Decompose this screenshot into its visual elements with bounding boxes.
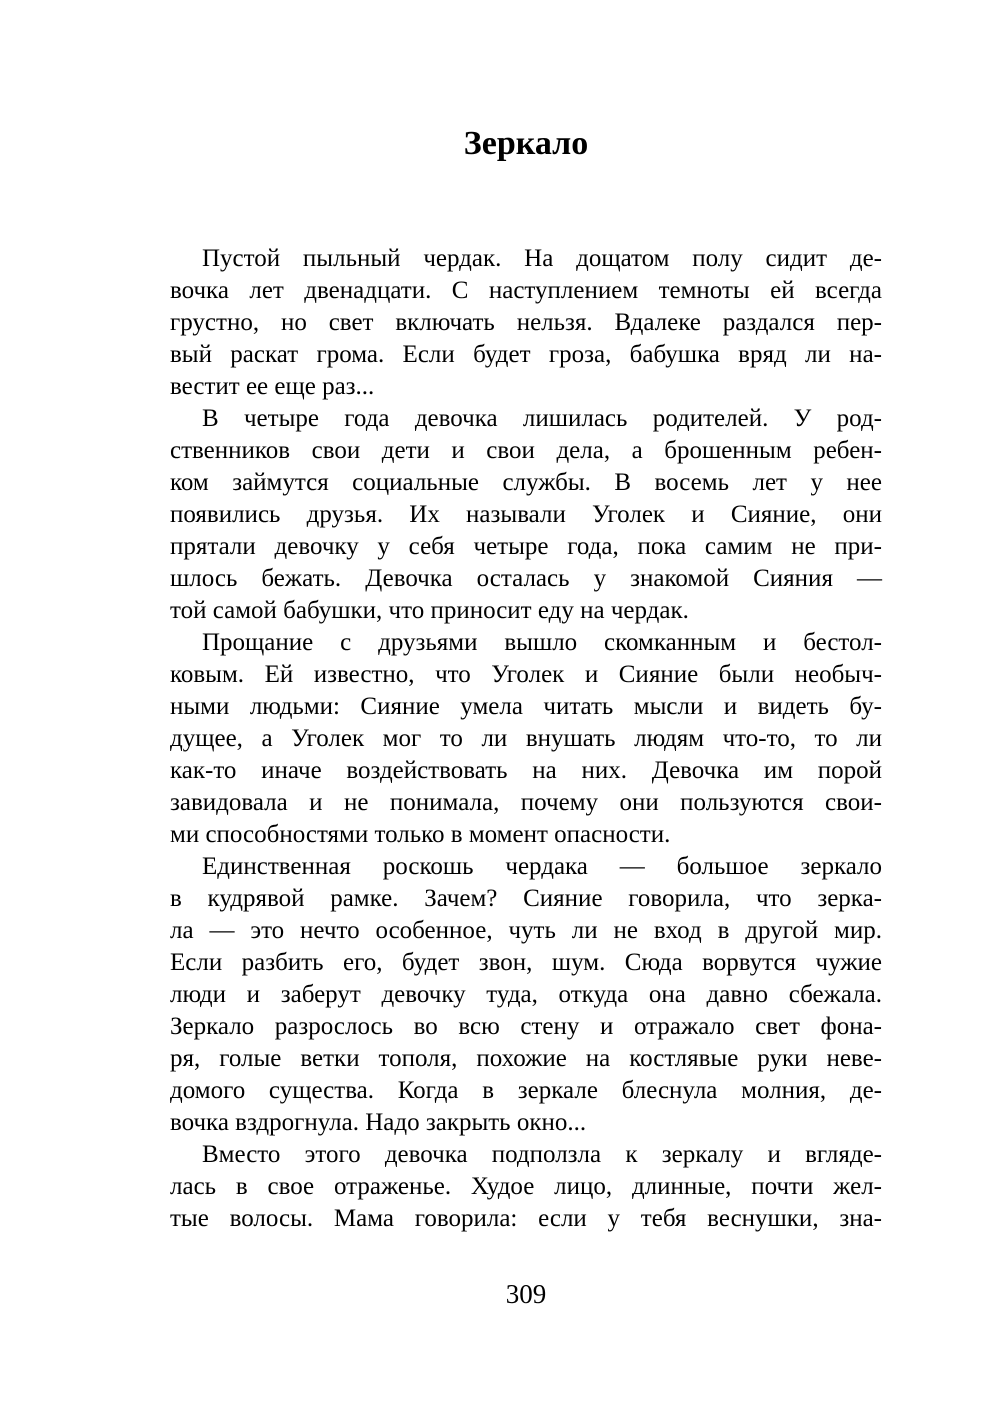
text-line: в кудрявой рамке. Зачем? Сияние говорила, что зерка- [170, 885, 882, 913]
text-line: В четыре года девочка лишилась родителей. У род- [202, 405, 882, 433]
text-line: люди и заберут девочку туда, откуда она давно сбежала. [170, 981, 882, 1009]
text-line: вестит ее еще раз... [170, 373, 375, 401]
text-line: ными людьми: Сияние умела читать мысли и видеть бу- [170, 693, 882, 721]
text-line: ря, голые ветки тополя, похожие на костлявые руки неве- [170, 1045, 882, 1073]
paragraph [170, 243, 882, 403]
text-line: лась в свое отраженье. Худое лицо, длинные, почти жел- [170, 1173, 882, 1201]
text-line: тые волосы. Мама говорила: если у тебя веснушки, зна- [170, 1205, 882, 1233]
text-line: домого существа. Когда в зеркале блеснула молния, де- [170, 1077, 882, 1105]
paragraph [170, 627, 882, 851]
page-number: 309 [505, 1279, 547, 1310]
text-line: ми способностями только в момент опасности. [170, 821, 671, 849]
text-line: как-то иначе воздействовать на них. Девочка им порой [170, 757, 882, 785]
text-line: ственников свои дети и свои дела, а брошенным ребен- [170, 437, 882, 465]
text-line: Пустой пыльный чердак. На дощатом полу сидит де- [202, 245, 882, 273]
text-line: Вместо этого девочка подползла к зеркалу и вгляде- [202, 1141, 882, 1169]
paragraph [170, 851, 882, 1139]
text-line: вочка вздрогнула. Надо закрыть окно... [170, 1109, 587, 1137]
paragraph [170, 403, 882, 627]
text-line: ковым. Ей известно, что Уголек и Сияние были необыч- [170, 661, 882, 689]
text-line: завидовала и не понимала, почему они пользуются свои- [170, 789, 882, 817]
text-line: дущее, а Уголек мог то ли внушать людям что-то, то ли [170, 725, 882, 753]
paragraph [170, 1139, 882, 1235]
text-line: Зеркало разрослось во всю стену и отражало свет фона- [170, 1013, 882, 1041]
text-line: появились друзья. Их называли Уголек и Сияние, они [170, 501, 882, 529]
text-block [170, 243, 882, 1235]
text-line: шлось бежать. Девочка осталась у знакомой Сияния — [170, 565, 882, 593]
text-line: Прощание с друзьями вышло скомканным и бестол- [202, 629, 882, 657]
text-line: ла — это нечто особенное, чуть ли не вход в другой мир. [170, 917, 882, 945]
text-line: Если разбить его, будет звон, шум. Сюда ворвутся чужие [170, 949, 882, 977]
text-line: ком займутся социальные службы. В восемь лет у нее [170, 469, 882, 497]
text-line: грустно, но свет включать нельзя. Вдалеке раздался пер- [170, 309, 882, 337]
text-line: Единственная роскошь чердака — большое зеркало [202, 853, 882, 881]
text-line: вый раскат грома. Если будет гроза, бабушка вряд ли на- [170, 341, 882, 369]
text-line: прятали девочку у себя четыре года, пока самим не при- [170, 533, 882, 561]
chapter-title: Зеркало [463, 125, 589, 162]
text-line: вочка лет двенадцати. С наступлением темноты ей всегда [170, 277, 882, 305]
text-line: той самой бабушки, что приносит еду на чердак. [170, 597, 689, 625]
